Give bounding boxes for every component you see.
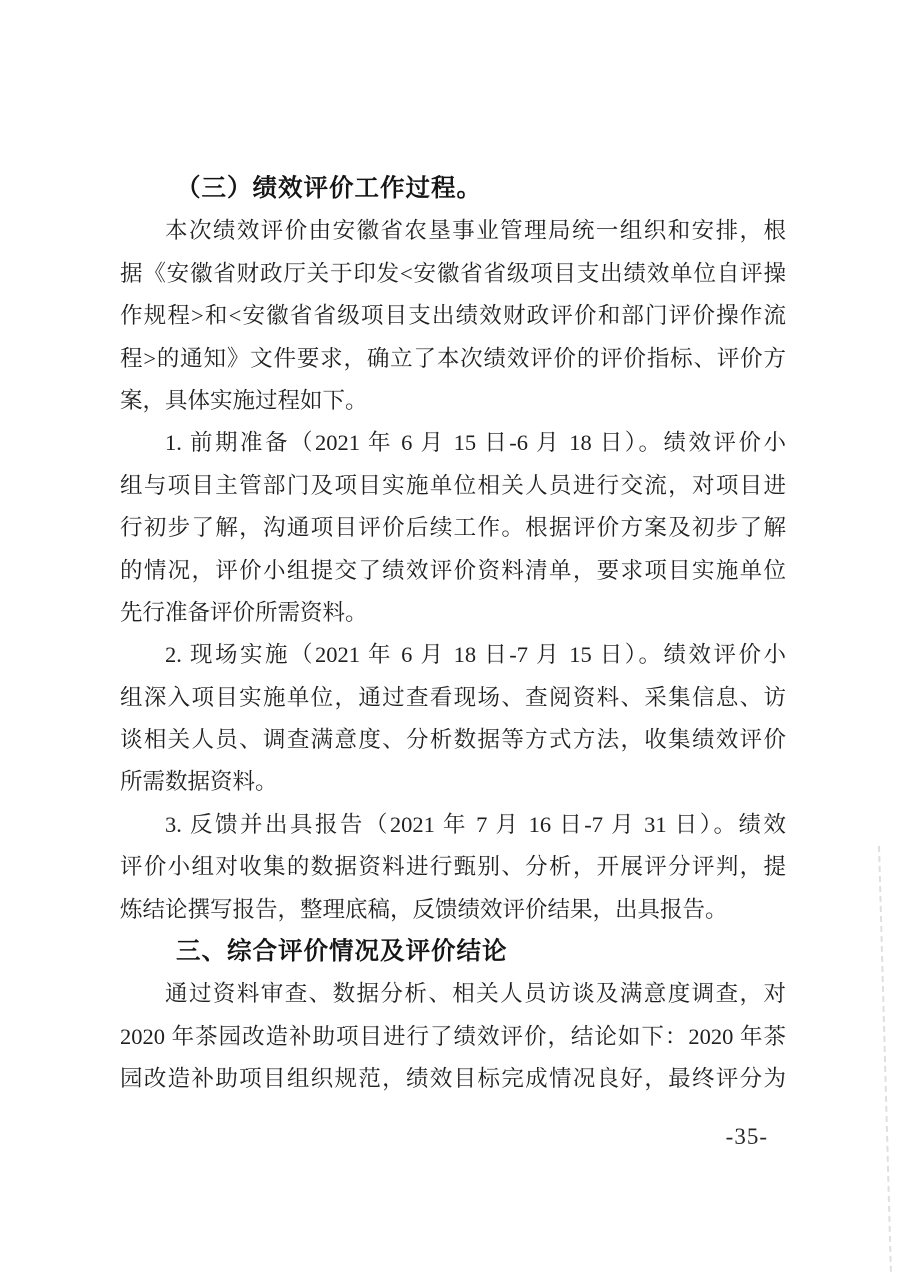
page-number: -35- — [725, 1124, 768, 1149]
text-line: 评价小组对收集的数据资料进行甄别、分析，开展评分评判，提 — [120, 854, 786, 880]
text-line: 组深入项目实施单位，通过查看现场、查阅资料、采集信息、访 — [120, 684, 786, 710]
section-heading-evaluation-conclusion: 三、综合评价情况及评价结论 — [176, 938, 508, 966]
text-line: 作规程>和<安徽省省级项目支出绩效财政评价和部门评价操作流 — [120, 303, 786, 329]
text-line: 2. 现场实施（2021 年 6 月 18 日-7 月 15 日）。绩效评价小 — [165, 642, 786, 668]
text-line: 通过资料审查、数据分析、相关人员访谈及满意度调查，对 — [165, 981, 786, 1007]
text-line: 先行准备评价所需资料。 — [120, 599, 368, 625]
text-line: 程>的通知》文件要求，确立了本次绩效评价的评价指标、评价方 — [120, 345, 786, 371]
text-line: 本次绩效评价由安徽省农垦事业管理局统一组织和安排，根 — [165, 218, 786, 244]
text-line: 案，具体实施过程如下。 — [120, 387, 368, 413]
text-line: 炼结论撰写报告，整理底稿，反馈绩效评价结果，出具报告。 — [120, 896, 728, 922]
text-line: 所需数据资料。 — [120, 769, 278, 795]
text-line: 行初步了解，沟通项目评价后续工作。根据评价方案及初步了解 — [120, 515, 786, 541]
scan-artifact-line — [878, 846, 892, 1272]
document-text-block — [120, 168, 786, 1101]
text-line: 园改造补助项目组织规范，绩效目标完成情况良好，最终评分为 — [120, 1066, 786, 1092]
text-line: 谈相关人员、调查满意度、分析数据等方式方法，收集绩效评价 — [120, 727, 786, 753]
text-line: 1. 前期准备（2021 年 6 月 15 日-6 月 18 日）。绩效评价小 — [165, 430, 786, 456]
text-line: 3. 反馈并出具报告（2021 年 7 月 16 日-7 月 31 日）。绩效 — [165, 811, 786, 837]
text-line: 的情况，评价小组提交了绩效评价资料清单，要求项目实施单位 — [120, 557, 786, 583]
text-line: 2020 年茶园改造补助项目进行了绩效评价，结论如下：2020 年茶 — [120, 1023, 786, 1049]
text-line: 据《安徽省财政厅关于印发<安徽省省级项目支出绩效单位自评操 — [120, 260, 786, 286]
text-line: 组与项目主管部门及项目实施单位相关人员进行交流，对项目进 — [120, 472, 786, 498]
section-heading-evaluation-process: （三）绩效评价工作过程。 — [176, 175, 482, 202]
